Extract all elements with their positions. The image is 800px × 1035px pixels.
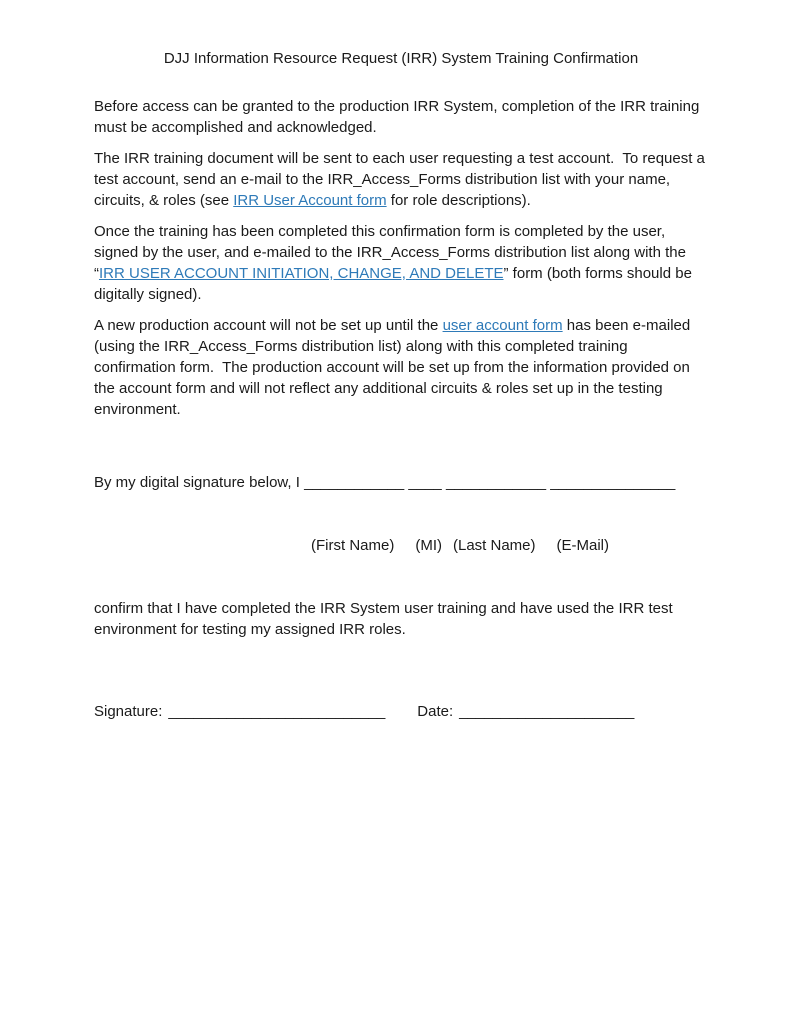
first-name-label: (First Name): [311, 537, 395, 554]
signature-statement-closing: confirm that I have completed the IRR System user training and have used the IRR test environment for testing my assigned IRR roles.: [94, 600, 677, 638]
signature-date-row: [94, 701, 708, 722]
signature-statement-lead: By my digital signature below, I: [94, 474, 305, 491]
mi-label: (MI): [415, 537, 442, 554]
last-name-blank: ____________: [445, 474, 551, 491]
last-name-label: (Last Name): [452, 537, 536, 554]
paragraph-training-document-text-after: for role descriptions).: [386, 192, 531, 209]
date-label: Date:: [417, 703, 454, 720]
date-blank: _____________________: [459, 703, 635, 720]
email-label: (E-Mail): [556, 537, 610, 554]
paragraph-confirmation-process-text: Once the training has been completed this confirmation form is completed by the user, signed by the user, and e-mailed to the IRR_Access_Forms distribution list along with the “: [94, 223, 691, 282]
paragraph-confirmation-process-text-after: ” form (both forms should be digitally signed).: [94, 265, 697, 303]
irr-user-account-form-link[interactable]: IRR User Account form: [233, 192, 387, 209]
signature-statement-labels-line: [94, 535, 708, 556]
irr-account-initiation-change-delete-link[interactable]: IRR USER ACCOUNT INITIATION, CHANGE, AND DELETE: [99, 265, 504, 282]
paragraph-intro: [94, 96, 708, 138]
paragraph-production-account: [94, 315, 708, 420]
mi-blank: ____: [408, 474, 446, 491]
paragraph-intro-text: Before access can be granted to the production IRR System, completion of the IRR training must be accomplished and acknowledged.: [94, 98, 704, 136]
email-blank: _______________: [550, 474, 676, 491]
user-account-form-link[interactable]: user account form: [442, 317, 563, 334]
signature-statement-blanks-line: [94, 472, 708, 493]
paragraph-production-account-text: A new production account will not be set up until the: [94, 317, 443, 334]
paragraph-training-document-text: The IRR training document will be sent to each user requesting a test account. To request a test account, send an e-mail to the IRR_Access_Forms distribution list with your name, circuits, & roles (see: [94, 150, 710, 209]
paragraph-production-account-text-after: has been e-mailed (using the IRR_Access_Forms distribution list) along with this completed training confirmation form. The production account will be set up from the information provided on the account form and will not reflect any additional circuits & roles set up in the testing environment.: [94, 317, 695, 418]
signature-blank: __________________________: [168, 703, 386, 720]
first-name-blank: ____________: [304, 474, 409, 491]
paragraph-training-document: [94, 148, 708, 211]
document-title: DJJ Information Resource Request (IRR) System Training Confirmation: [163, 50, 639, 67]
signature-label: Signature:: [94, 703, 163, 720]
paragraph-confirmation-process: [94, 221, 708, 305]
paragraph-signature-statement: [94, 430, 708, 682]
